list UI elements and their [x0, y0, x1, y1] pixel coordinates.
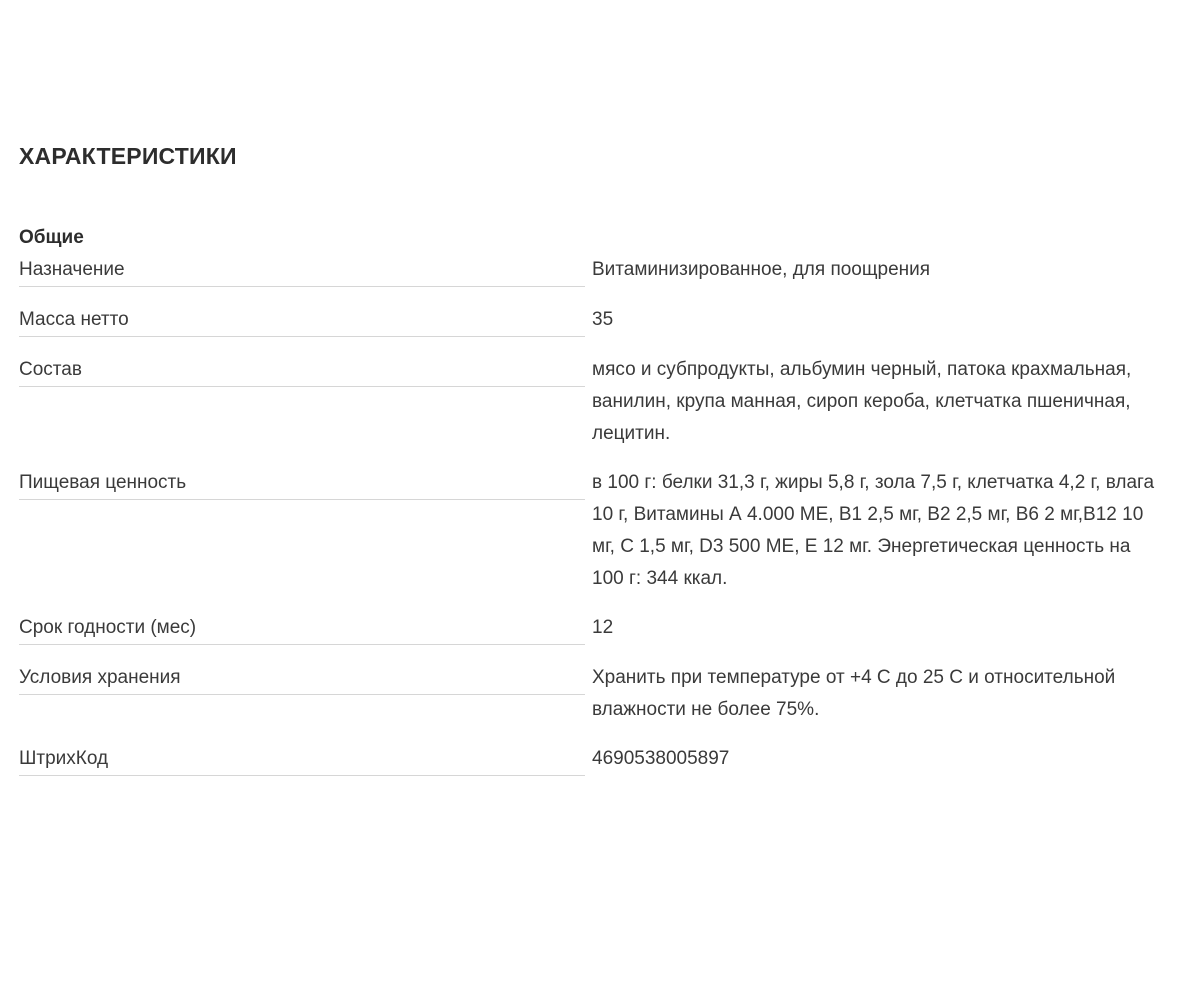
spec-value: 35 [592, 309, 614, 330]
spec-group-general [19, 225, 1189, 776]
section-title: ХАРАКТЕРИСТИКИ [19, 143, 237, 169]
spec-name: Состав [19, 354, 585, 387]
spec-name: Назначение [19, 254, 585, 287]
spec-row-nutrition [19, 467, 1189, 595]
spec-name: Срок годности (мес) [19, 612, 585, 645]
spec-value: Хранить при температуре от +4 С до 25 С и относительной влажности не более 75%. [592, 667, 1116, 720]
spec-name: Пищевая ценность [19, 467, 585, 500]
specifications-section [19, 140, 1189, 793]
spec-name: Масса нетто [19, 304, 585, 337]
spec-value: мясо и субпродукты, альбумин черный, патока крахмальная, ванилин, крупа манная, сироп кероба, клетчатка пшеничная, лецитин. [592, 359, 1132, 444]
spec-value: 12 [592, 617, 614, 638]
spec-row-storage [19, 662, 1189, 726]
group-title: Общие [19, 227, 84, 248]
spec-name: ШтрихКод [19, 743, 585, 776]
spec-row-barcode [19, 743, 1189, 776]
spec-value: Витаминизированное, для поощрения [592, 259, 931, 280]
spec-value: 4690538005897 [592, 748, 730, 769]
spec-name: Условия хранения [19, 662, 585, 695]
spec-row-shelf-life [19, 612, 1189, 645]
spec-list [19, 254, 1189, 776]
spec-row-purpose [19, 254, 1189, 287]
spec-value: в 100 г: белки 31,3 г, жиры 5,8 г, зола 7,5 г, клетчатка 4,2 г, влага 10 г, Витамины А 4.000 МЕ, В1 2,5 мг, В2 2,5 мг, В6 2 мг,В12 10 мг, С 1,5 мг, D3 500 МЕ, Е 12 мг. Энергетическая ценность на 100 г: 344 ккал. [592, 472, 1155, 589]
spec-row-net-weight [19, 304, 1189, 337]
spec-row-composition [19, 354, 1189, 450]
